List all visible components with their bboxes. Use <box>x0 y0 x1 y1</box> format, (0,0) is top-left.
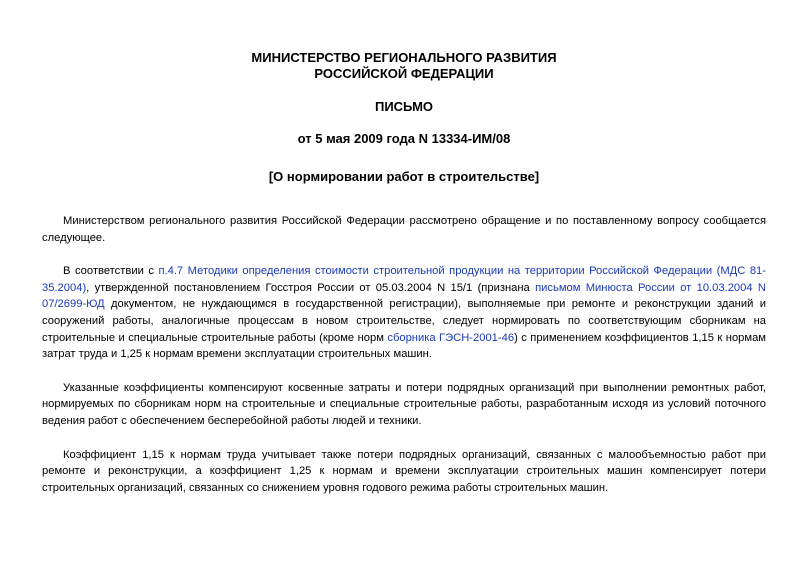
paragraph-3: Указанные коэффициенты компенсируют косвенные затраты и потери подрядных организаций при выполнении ремонтных работ, нормируемых по сборникам норм на строительные и специальные строительные работы, разработанным исходя из условий поточного ведения работ с обеспечением бесперебойной работы людей и техники. <box>42 381 766 427</box>
link-gesn-2001-46[interactable]: сборника ГЭСН-2001-46 <box>387 331 515 344</box>
link-mds-81-35-2004[interactable]: п.4.7 Методики определения стоимости строительной продукции на территории Российской Федерации (МДС 81-35.2004) <box>42 265 767 294</box>
document-date-number: от 5 мая 2009 года N 13334-ИМ/08 <box>297 131 511 146</box>
document-title: [О нормировании работ в строительстве] <box>268 169 540 184</box>
paragraph-2-text-3: документом, не нуждающимся в государственной регистрации), выполняемые при ремонте и реконструкции зданий и сооружений работы, аналогичные процессам в новом строительстве, следует нормировать по соответствующим сборникам на строительные и специальные строительные работы (кроме норм <box>42 298 766 344</box>
paragraph-4: Коэффициент 1,15 к нормам труда учитывает также потери подрядных организаций, связанных с малообъемностью работ при ремонте и реконструкции, а коэффициент 1,25 к нормам и времени эксплуатации строительных машин компенсирует потери строительных организаций, связанных со снижением уровня годового режима работы строительных машин. <box>42 448 766 494</box>
document-body <box>42 50 766 496</box>
ministry-name-line2: РОССИЙСКОЙ ФЕДЕРАЦИИ <box>314 66 494 81</box>
paragraph-2-text-2: , утвержденной постановлением Госстроя России от 05.03.2004 N 15/1 (признана <box>86 281 536 294</box>
paragraph-2-text-1: В соответствии с <box>63 265 159 278</box>
link-minjust-letter[interactable]: письмом Минюста России от 10.03.2004 N 07/2699-ЮД <box>42 281 766 311</box>
ministry-name-line1: МИНИСТЕРСТВО РЕГИОНАЛЬНОГО РАЗВИТИЯ <box>251 50 557 65</box>
document-type: ПИСЬМО <box>374 99 434 114</box>
paragraph-2-text-4: ) с применением коэффициентов 1,15 к нормам затрат труда и 1,25 к нормам времени эксплуатации строительных машин. <box>42 331 766 361</box>
paragraph-2 <box>42 263 766 363</box>
paragraph-1: Министерством регионального развития Российской Федерации рассмотрено обращение и по поставленному вопросу сообщается следующее. <box>42 215 766 244</box>
